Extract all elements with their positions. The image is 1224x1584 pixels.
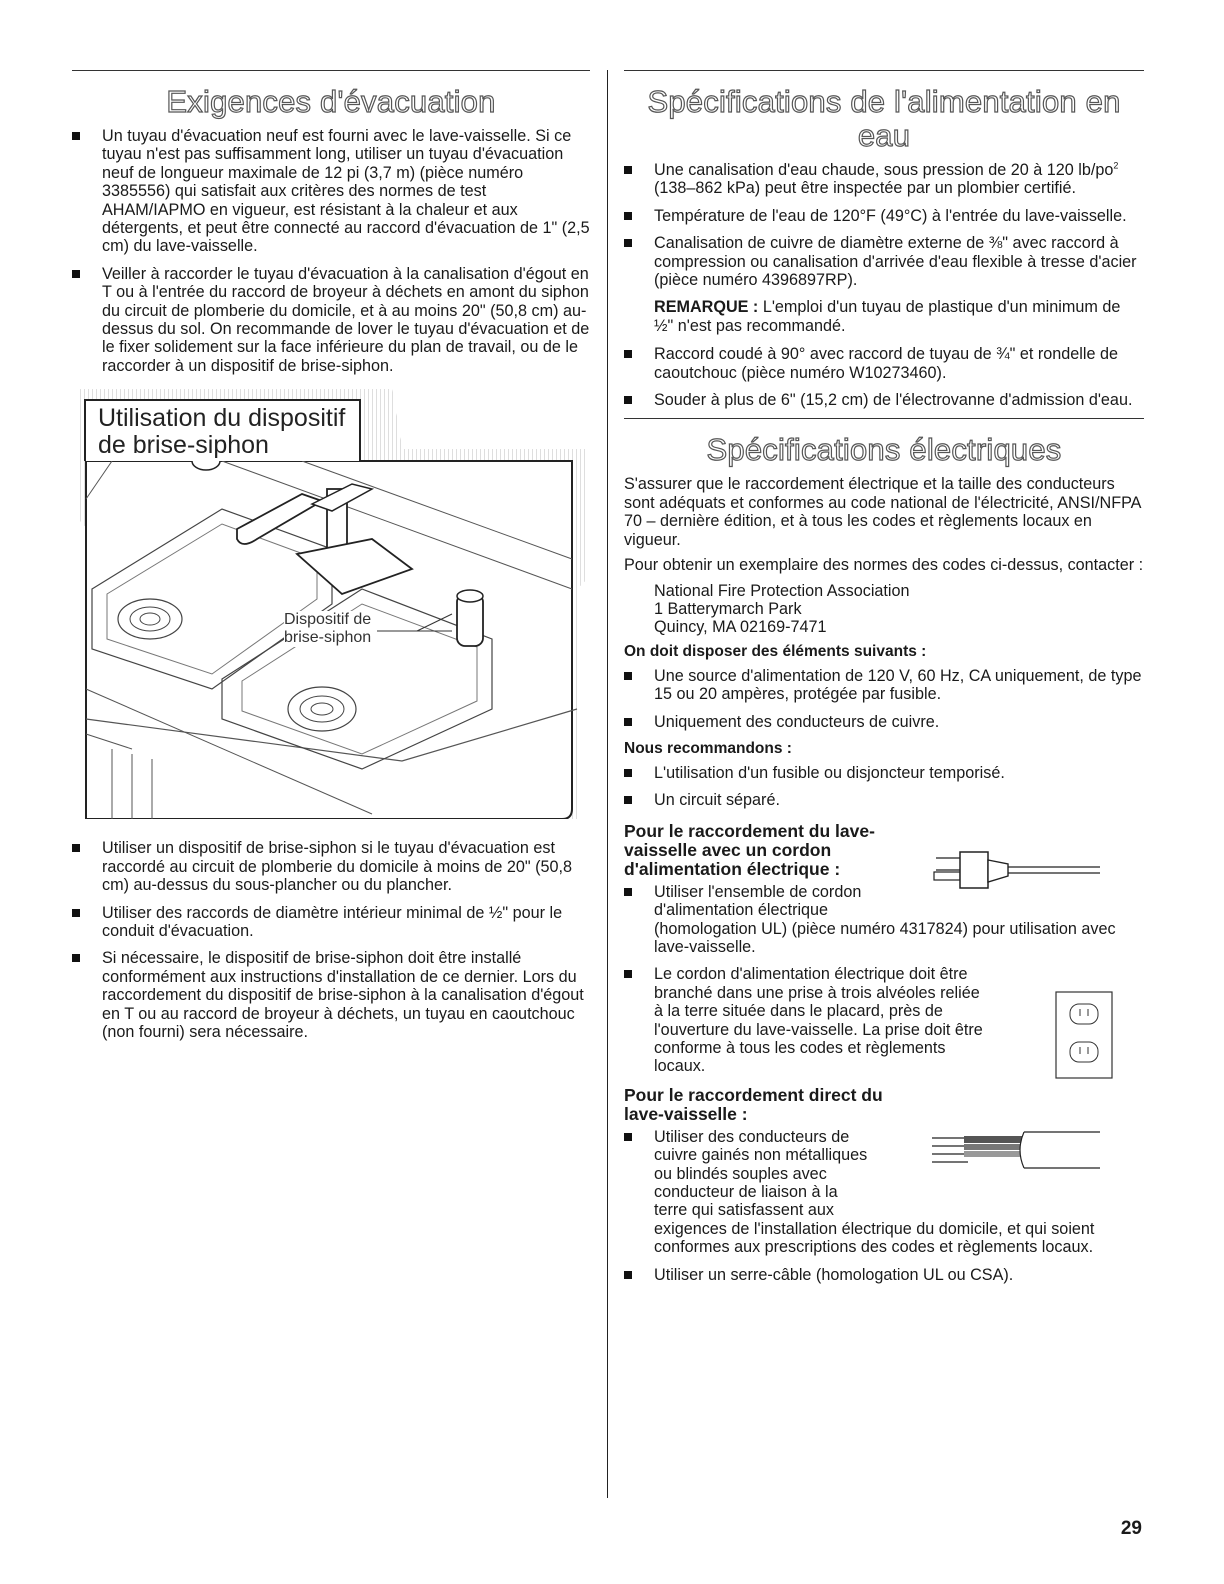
list-item: Température de l'eau de 120°F (49°C) à l'entrée du lave-vaisselle.	[624, 207, 1144, 225]
list-item: Un circuit séparé.	[624, 791, 1144, 809]
paragraph: S'assurer que le raccordement électrique et la taille des conducteurs sont adéquats et conformes au code national de l'électricité, ANSI/NFPA 70 – dernière édition, et à tous les codes et règlements locaux en vigueur.	[624, 475, 1141, 549]
address-line: National Fire Protection Association	[654, 581, 910, 600]
text-line: cuivre gainés non métalliques	[654, 1146, 868, 1165]
text-line: d'alimentation électrique	[654, 901, 829, 920]
figure-title-line: Utilisation du dispositif	[98, 404, 346, 433]
superscript: 2	[1113, 160, 1119, 171]
heading-line: Pour le raccordement du lave-	[624, 820, 875, 841]
electrical-section-title: Spécifications électriques	[706, 432, 1062, 468]
air-gap-label	[284, 611, 371, 647]
text: Une canalisation d'eau chaude, sous pression de 20 à 120 lb/po	[654, 161, 1114, 179]
drain-section-title: Exigences d'évacuation	[166, 84, 496, 119]
label-line: Dispositif de	[284, 611, 372, 629]
text-line: (homologation UL) (pièce numéro 4317824) pour utilisation avec lave-vaisselle.	[654, 919, 1116, 956]
list-item	[624, 1128, 1144, 1257]
note-label: REMARQUE :	[654, 298, 759, 317]
address-line: Quincy, MA 02169-7471	[654, 618, 827, 637]
list-item	[624, 161, 1144, 198]
text-line: terre qui satisfassent aux	[654, 1201, 834, 1220]
drain-bullets-top	[72, 127, 590, 375]
direct-list	[624, 1128, 1144, 1284]
section-rule	[72, 70, 590, 71]
recommend-list	[624, 764, 1144, 810]
figure-title-line: de brise-siphon	[98, 431, 269, 460]
text-line: Utiliser des conducteurs de	[654, 1127, 850, 1146]
water-bullets-2	[624, 345, 1144, 409]
subheading: Nous recommandons :	[624, 739, 792, 757]
list-item: Raccord coudé à 90° avec raccord de tuyau de ¾" et rondelle de caoutchouc (pièce numéro W10273460).	[624, 345, 1144, 382]
list-item: Une source d'alimentation de 120 V, 60 Hz, CA uniquement, de type 15 ou 20 ampères, protégée par fusible.	[624, 667, 1144, 704]
text: (138–862 kPa) peut être inspectée par un plombier certifié.	[654, 179, 1077, 198]
list-item: Si nécessaire, le dispositif de brise-siphon doit être installé conformément aux instructions d'installation de ce dernier. Lors du raccordement du dispositif de brise-siphon à la canalisation d'égout en T ou au raccord de broyeur à déchets, un tuyau en caoutchouc (non fourni) sera nécessaire.	[72, 949, 590, 1041]
paragraph: Pour obtenir un exemplaire des normes des codes ci-dessus, contacter :	[624, 556, 1144, 575]
heading-line: vaisselle avec un cordon	[624, 839, 832, 860]
text-line: exigences de l'installation électrique du domicile, et qui soient conformes aux prescriptions des codes et règlements locaux.	[654, 1219, 1095, 1257]
heading-line: lave-vaisselle :	[624, 1103, 748, 1124]
section-rule	[624, 70, 1144, 71]
page-number: 29	[1120, 1518, 1142, 1539]
address-line: 1 Batterymarch Park	[654, 599, 802, 618]
list-item: Un tuyau d'évacuation neuf est fourni avec le lave-vaisselle. Si ce tuyau n'est pas suffisamment long, utiliser un tuyau d'évacuation neuf de longueur maximale de 12 pi (3,7 m) (pièce numéro 3385556) qui satisfait aux critères des normes de test AHAM/IAPMO en vigueur, est résistant à la chaleur et aux détergents, et peut être connecté au raccord d'évacuation de 1" (2,5 cm) du lave-vaisselle.	[72, 127, 590, 256]
outlet-icon	[1054, 990, 1114, 1080]
note-text: L'emploi d'un tuyau de plastique d'un minimum de ½" n'est pas recommandé.	[654, 298, 1121, 335]
address	[624, 582, 1144, 637]
right-column	[624, 70, 1144, 1293]
section-rule	[624, 418, 1144, 419]
list-item: Uniquement des conducteurs de cuivre.	[624, 713, 1144, 731]
direct-section	[624, 1086, 1144, 1284]
label-line: brise-siphon	[284, 629, 372, 647]
subheading: On doit disposer des éléments suivants :	[624, 642, 927, 660]
drain-bullets-bottom	[72, 839, 590, 1041]
water-bullets	[624, 161, 1144, 289]
heading-line: d'alimentation électrique :	[624, 858, 841, 879]
requirements-list	[624, 667, 1144, 731]
list-item: L'utilisation d'un fusible ou disjoncteur temporisé.	[624, 764, 1144, 782]
list-item: Utiliser des raccords de diamètre intérieur minimal de ½" pour le conduit d'évacuation.	[72, 904, 590, 941]
left-column	[72, 70, 590, 1050]
water-section-title: Spécifications de l'alimentation en eau	[647, 84, 1121, 153]
list-item: Souder à plus de 6" (15,2 cm) de l'électrovanne d'admission d'eau.	[624, 391, 1144, 409]
air-gap-figure	[72, 389, 590, 819]
text-line: Utiliser l'ensemble de cordon	[654, 882, 862, 901]
list-item	[624, 883, 1144, 957]
figure-title	[84, 399, 361, 461]
direct-heading	[624, 1086, 1144, 1124]
list-item: Utiliser un dispositif de brise-siphon si le tuyau d'évacuation est raccordé au circuit de plomberie du domicile à moins de 20" (50,8 cm) au-dessus du sous-plancher ou du plancher.	[72, 839, 590, 894]
list-item: Le cordon d'alimentation électrique doit être branché dans une prise à trois alvéoles reliée à la terre située dans le placard, près de l'ouverture du lave-vaisselle. La prise doit être conforme à tous les codes et règlements locaux.	[624, 965, 1144, 1075]
list-item: Veiller à raccorder le tuyau d'évacuation à la canalisation d'égout en T ou à l'entrée du raccord de broyeur à déchets en amont du siphon du circuit de plomberie du domicile, et à au moins 20" (50,8 cm) au-dessus du sol. On recommande de lover le tuyau d'évacuation et de le fixer solidement sur la face inférieure du plan de travail, ou de le raccorder à un dispositif de brise-siphon.	[72, 265, 590, 375]
column-divider	[607, 70, 608, 1498]
text-line: conducteur de liaison à la	[654, 1183, 838, 1202]
cord-section	[624, 822, 1144, 1076]
text-line: ou blindés souples avec	[654, 1164, 827, 1183]
list-item: Utiliser un serre-câble (homologation UL ou CSA).	[624, 1266, 1144, 1284]
note	[624, 298, 1144, 335]
list-item: Canalisation de cuivre de diamètre externe de ⅜" avec raccord à compression ou canalisation d'arrivée d'eau flexible à tresse d'acier (pièce numéro 4396897RP).	[624, 234, 1144, 289]
heading-line: Pour le raccordement direct du	[624, 1084, 883, 1105]
